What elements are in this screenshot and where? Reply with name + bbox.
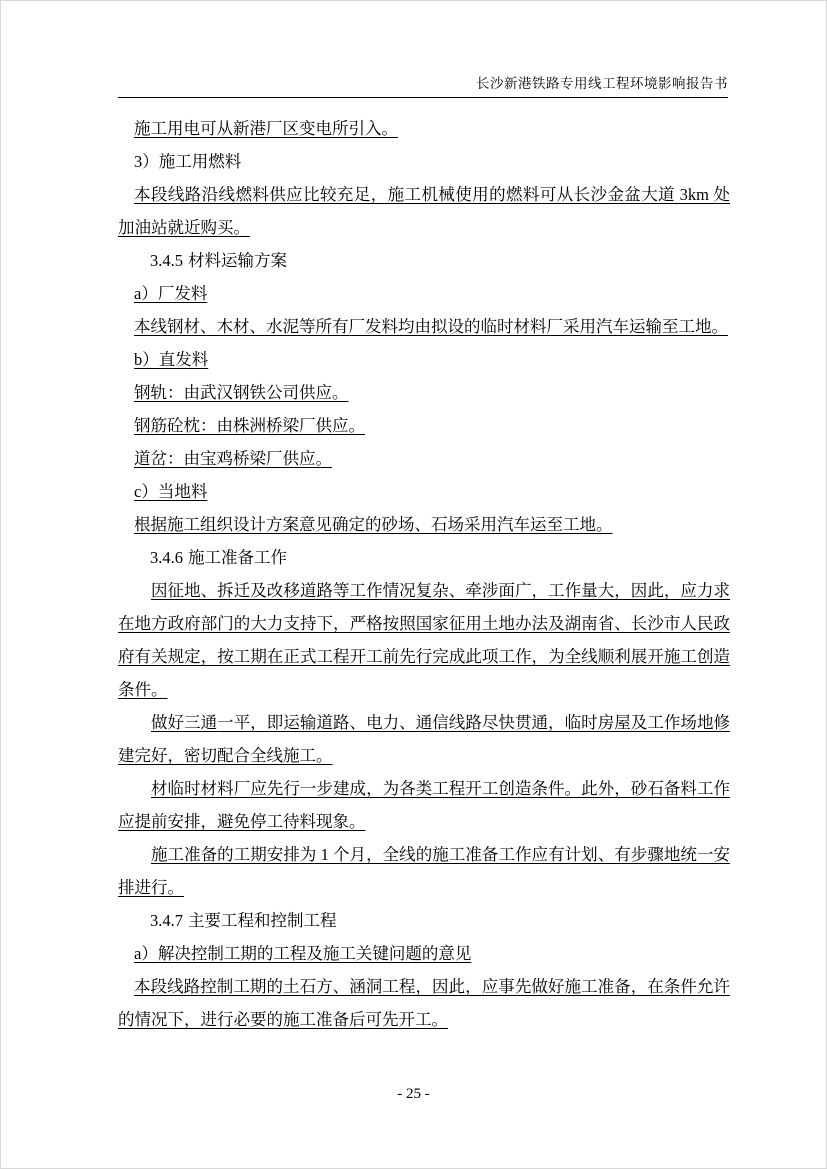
paragraph-sleeper-supply: 钢筋砼枕：由株洲桥梁厂供应。: [134, 416, 365, 435]
paragraph-key-issues-label: a）解决控制工期的工程及施工关键问题的意见: [134, 944, 472, 963]
paragraph-fuel-supply: 本段线路沿线燃料供应比较充足，施工机械使用的燃料可从长沙金盆大道 3km 处加油站就近购买。: [118, 185, 730, 237]
document-body: [118, 112, 730, 1036]
paragraph-local-material-label: c）当地料: [134, 482, 208, 501]
paragraph-factory-material-label: a）厂发料: [134, 284, 208, 303]
paragraph-fuel-label: 3）施工用燃料: [134, 152, 242, 171]
page-number: - 25 -: [397, 1086, 430, 1102]
heading-3-4-7: 3.4.7 主要工程和控制工程: [150, 911, 337, 930]
heading-3-4-5: 3.4.5 材料运输方案: [150, 251, 287, 270]
paragraph-factory-material-body: 本线钢材、木材、水泥等所有厂发料均由拟设的临时材料厂采用汽车运输至工地。: [134, 317, 728, 336]
paragraph-land-acquisition: 因征地、拆迁及改移道路等工作情况复杂、牵涉面广，工作量大，因此，应力求在地方政府部门的大力支持下，严格按照国家征用土地办法及湖南省、长沙市人民政府有关规定，按工期在正式工程开工前先行完成此项工作，为全线顺利展开施工创造条件。: [118, 581, 730, 699]
heading-3-4-6: 3.4.6 施工准备工作: [150, 548, 287, 567]
paragraph-local-material-body: 根据施工组织设计方案意见确定的砂场、石场采用汽车运至工地。: [134, 515, 613, 534]
paragraph-preparation-schedule: 施工准备的工期安排为 1 个月，全线的施工准备工作应有计划、有步骤地统一安排进行。: [118, 845, 730, 897]
paragraph-key-issues-body: 本段线路控制工期的土石方、涵洞工程，因此，应事先做好施工准备，在条件允许的情况下，进行必要的施工准备后可先开工。: [118, 977, 730, 1029]
paragraph-rail-supply: 钢轨：由武汉钢铁公司供应。: [134, 383, 349, 402]
paragraph-turnout-supply: 道岔：由宝鸡桥梁厂供应。: [134, 449, 332, 468]
paragraph-three-connections: 做好三通一平，即运输道路、电力、通信线路尽快贯通，临时房屋及工作场地修建完好，密切配合全线施工。: [118, 713, 730, 765]
page-header-title: 长沙新港铁路专用线工程环境影响报告书: [476, 76, 728, 91]
paragraph-material-plant: 材临时材料厂应先行一步建成，为各类工程开工创造条件。此外，砂石备料工作应提前安排，避免停工待料现象。: [118, 779, 730, 831]
paragraph-construction-power: 施工用电可从新港厂区变电所引入。: [134, 119, 398, 138]
paragraph-direct-material-label: b）直发料: [134, 350, 209, 369]
header-divider: [118, 97, 728, 98]
